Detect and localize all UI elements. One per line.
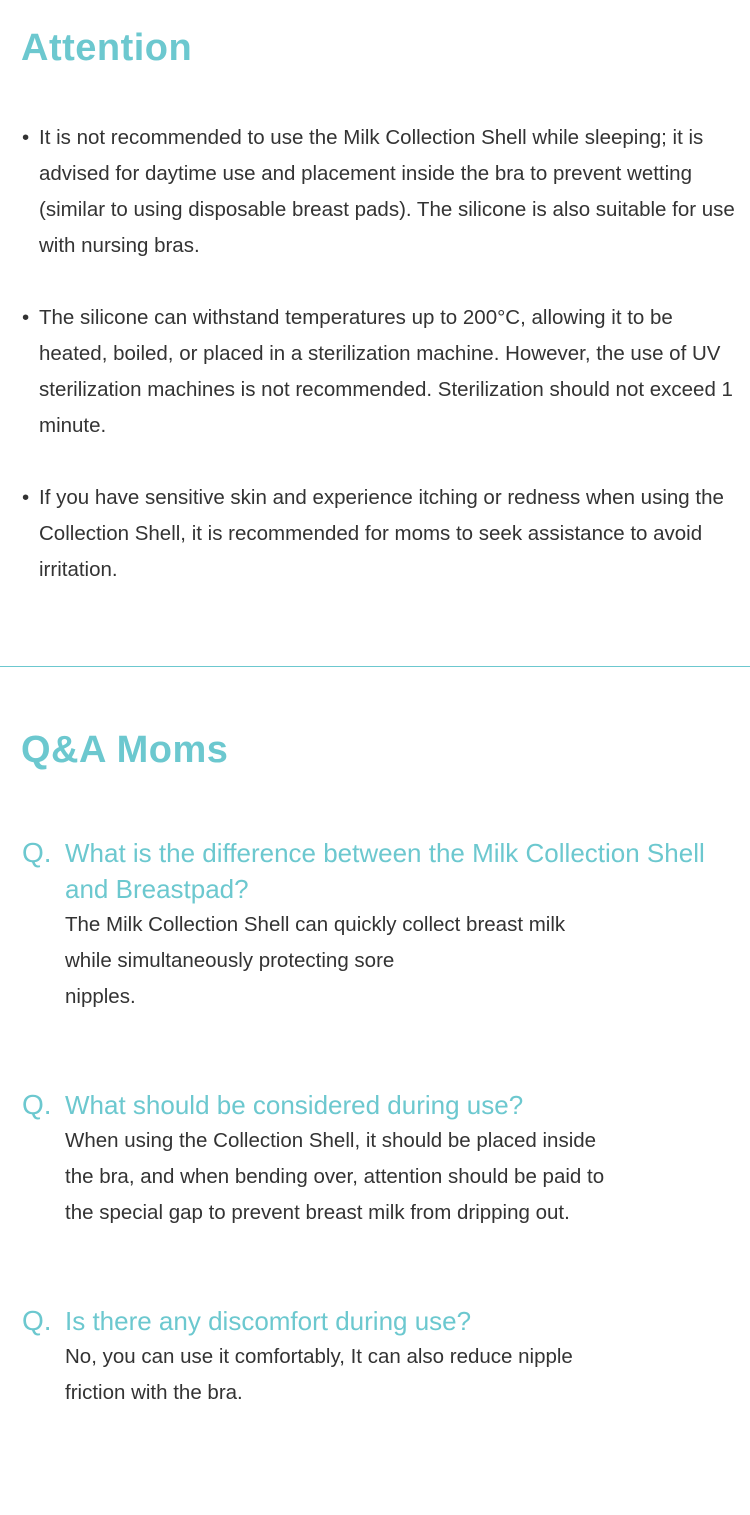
bullet-dot-icon: • (22, 486, 30, 509)
answer-line: The Milk Collection Shell can quickly collect breast milk (65, 913, 566, 936)
answer-line: the special gap to prevent breast milk from dripping out. (65, 1201, 570, 1224)
answer-line: the bra, and when bending over, attention should be paid to (65, 1165, 605, 1188)
q-mark-icon: Q. (22, 837, 52, 868)
attention-item (22, 480, 737, 588)
bullet-dot-icon: • (22, 126, 30, 149)
attention-title: Attention (21, 27, 193, 69)
question (22, 1303, 737, 1339)
answer (22, 907, 737, 1015)
answer-line: while simultaneously protecting sore (65, 949, 395, 972)
answer (22, 1339, 737, 1411)
attention-list (22, 120, 737, 624)
answer (22, 1123, 737, 1231)
attention-item-text: It is not recommended to use the Milk Collection Shell while sleeping; it is advised for daytime use and placement inside the bra to prevent wetting (similar to using disposable breast pads). The silicone is also suitable for use with nursing bras. (39, 126, 735, 257)
question-text: Is there any discomfort during use? (65, 1306, 472, 1336)
attention-item-text: The silicone can withstand temperatures up to 200°C, allowing it to be heated, boiled, or placed in a sterilization machine. However, the use of UV sterilization machines is not recommended. Sterilization should not exceed 1 minute. (39, 306, 733, 437)
answer-line: nipples. (65, 985, 136, 1008)
qa-title: Q&A Moms (21, 729, 229, 771)
qa-item (22, 1303, 737, 1411)
attention-item-text: If you have sensitive skin and experience itching or redness when using the Collection Shell, it is recommended for moms to seek assistance to avoid irritation. (39, 486, 724, 581)
question (22, 835, 737, 907)
qa-item (22, 1087, 737, 1231)
question-text: What is the difference between the Milk Collection Shell and Breastpad? (65, 838, 705, 904)
answer-line: friction with the bra. (65, 1381, 243, 1404)
qa-item (22, 835, 737, 1015)
attention-item (22, 300, 737, 444)
attention-item (22, 120, 737, 264)
question-text: What should be considered during use? (65, 1090, 524, 1120)
answer-line: No, you can use it comfortably, It can also reduce nipple (65, 1345, 573, 1368)
q-mark-icon: Q. (22, 1305, 52, 1336)
section-divider (0, 666, 750, 667)
answer-line: When using the Collection Shell, it should be placed inside (65, 1129, 597, 1152)
question (22, 1087, 737, 1123)
q-mark-icon: Q. (22, 1089, 52, 1120)
bullet-dot-icon: • (22, 306, 30, 329)
